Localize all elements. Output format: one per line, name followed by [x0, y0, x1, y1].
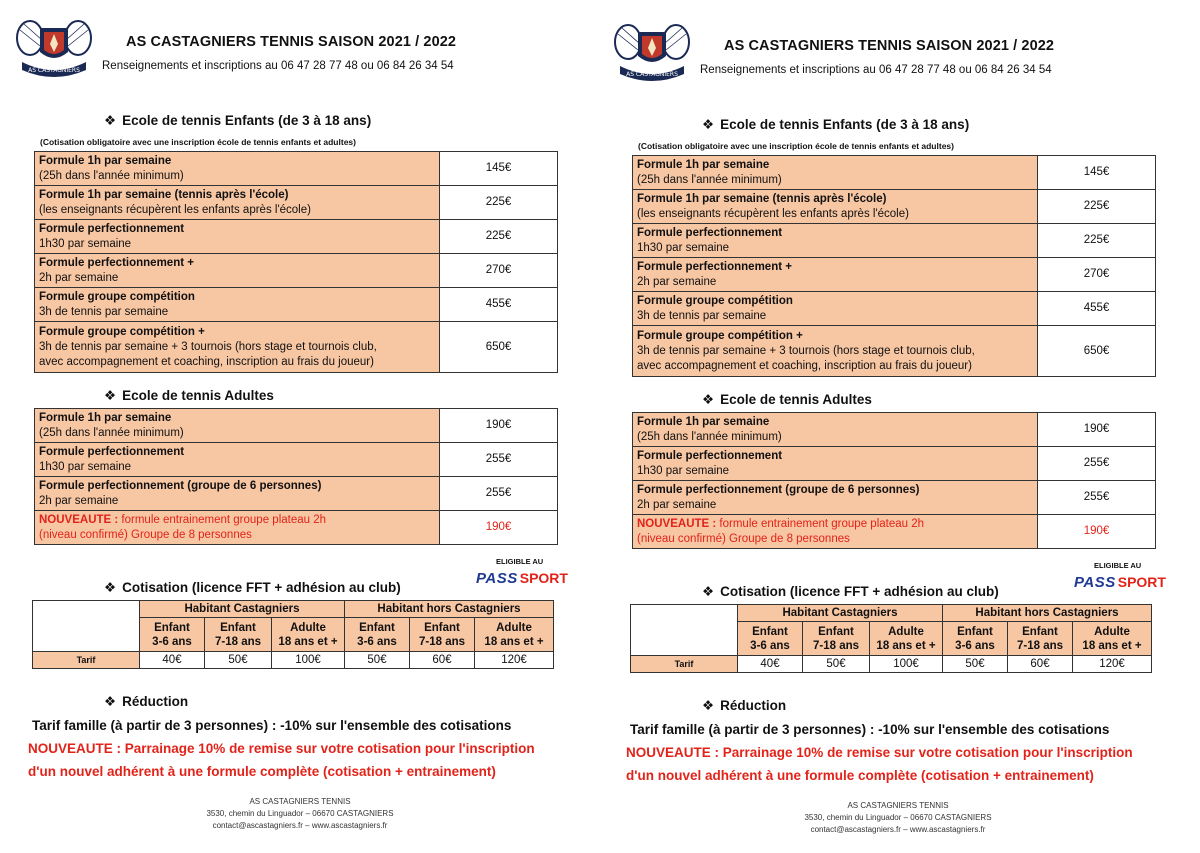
- heading-reduction: [702, 698, 786, 714]
- column-header: Enfant 7-18 ans: [803, 622, 870, 656]
- heading-adultes: [702, 392, 872, 408]
- parrainage-line-2: d'un nouvel adhérent à une formule complète (cotisation + entrainement): [626, 768, 1094, 783]
- heading-enfants: [702, 117, 969, 133]
- table-row: [35, 443, 558, 477]
- row-detail: (25h dans l'année minimum): [39, 169, 184, 182]
- row-price: 650€: [440, 322, 558, 373]
- column-header: Enfant 3-6 ans: [345, 618, 410, 652]
- row-title: Formule groupe compétition +: [39, 325, 205, 338]
- logo-text: AS CASTAGNIERS: [626, 71, 678, 78]
- column-header: Enfant 3-6 ans: [943, 622, 1008, 656]
- table-row: [633, 326, 1156, 377]
- cotisation-note: (Cotisation obligatoire avec une inscription école de tennis enfants et adultes): [40, 137, 356, 147]
- footer-address: 3530, chemin du Linguador – 06670 CASTAGNIERS: [206, 809, 394, 818]
- table-row: [35, 186, 558, 220]
- footer-name: AS CASTAGNIERS TENNIS: [847, 801, 949, 810]
- row-price: 255€: [440, 443, 558, 477]
- table-row-nouveaute: [633, 515, 1156, 549]
- cotisation-note: (Cotisation obligatoire avec une inscription école de tennis enfants et adultes): [638, 141, 954, 151]
- column-header: Adulte 18 ans et +: [475, 618, 554, 652]
- row-detail: 2h par semaine: [39, 271, 119, 284]
- row-price: 455€: [1038, 292, 1156, 326]
- table-row: [35, 288, 558, 322]
- row-detail: (niveau confirmé) Groupe de 8 personnes: [39, 528, 252, 541]
- footer-address: 3530, chemin du Linguador – 06670 CASTAGNIERS: [804, 813, 992, 822]
- row-price: 650€: [1038, 326, 1156, 377]
- row-detail: (niveau confirmé) Groupe de 8 personnes: [637, 532, 850, 545]
- diamond-bullet-icon: ❖: [104, 580, 117, 595]
- table-row: [633, 447, 1156, 481]
- row-price: 190€: [440, 409, 558, 443]
- heading-adultes-text: Ecole de tennis Adultes: [122, 388, 274, 403]
- diamond-bullet-icon: ❖: [104, 694, 117, 709]
- row-detail: (les enseignants récupèrent les enfants après l'école): [637, 207, 909, 220]
- table-row: [35, 152, 558, 186]
- row-detail: 2h par semaine: [39, 494, 119, 507]
- diamond-bullet-icon: ❖: [104, 113, 117, 128]
- table-row: [35, 477, 558, 511]
- row-title: Formule perfectionnement (groupe de 6 personnes): [39, 479, 322, 492]
- tarif-famille-text: Tarif famille (à partir de 3 personnes) : -10% sur l'ensemble des cotisations: [630, 722, 1110, 737]
- row-detail: (25h dans l'année minimum): [637, 430, 782, 443]
- table-cotisation: [32, 600, 554, 669]
- row-price: 225€: [1038, 224, 1156, 258]
- row-title: Formule 1h par semaine: [637, 158, 770, 171]
- row-detail: 3h de tennis par semaine + 3 tournois (hors stage et tournois club,: [637, 344, 975, 357]
- row-detail: (les enseignants récupèrent les enfants après l'école): [39, 203, 311, 216]
- heading-reduction: [104, 694, 188, 710]
- row-title: Formule 1h par semaine: [637, 415, 770, 428]
- table-row: [35, 409, 558, 443]
- row-price: 270€: [1038, 258, 1156, 292]
- heading-enfants: [104, 113, 371, 129]
- tarif-value: 60€: [410, 652, 475, 669]
- group-header: Habitant hors Castagniers: [345, 601, 554, 618]
- flyer-left: [0, 0, 600, 849]
- row-price: 190€: [1038, 413, 1156, 447]
- table-row: [633, 190, 1156, 224]
- sport-text: SPORT: [1117, 574, 1166, 590]
- tarif-value: 50€: [943, 656, 1008, 673]
- pass-text: PASS: [476, 570, 518, 587]
- row-price: 225€: [440, 220, 558, 254]
- row-price: 225€: [440, 186, 558, 220]
- row-detail: (25h dans l'année minimum): [637, 173, 782, 186]
- row-price: 255€: [1038, 447, 1156, 481]
- row-detail: 3h de tennis par semaine + 3 tournois (hors stage et tournois club,: [39, 340, 377, 353]
- row-title: Formule perfectionnement +: [39, 256, 194, 269]
- parrainage-line-1: NOUVEAUTE : Parrainage 10% de remise sur votre cotisation pour l'inscription: [626, 745, 1133, 760]
- row-detail: 1h30 par semaine: [637, 464, 730, 477]
- row-price: 255€: [1038, 481, 1156, 515]
- page-title: AS CASTAGNIERS TENNIS SAISON 2021 / 2022: [724, 38, 1055, 54]
- diamond-bullet-icon: ❖: [702, 584, 715, 599]
- footer: [0, 796, 600, 832]
- column-header: Adulte 18 ans et +: [870, 622, 943, 656]
- tarif-value: 100€: [272, 652, 345, 669]
- tarif-value: 40€: [738, 656, 803, 673]
- table-enfants: [632, 155, 1156, 377]
- tarif-value: 120€: [475, 652, 554, 669]
- footer-name: AS CASTAGNIERS TENNIS: [249, 797, 351, 806]
- tarif-famille-text: Tarif famille (à partir de 3 personnes) : -10% sur l'ensemble des cotisations: [32, 718, 512, 733]
- table-row: [633, 258, 1156, 292]
- row-detail: 1h30 par semaine: [39, 237, 132, 250]
- flyer-right: [598, 4, 1198, 853]
- row-title: formule entrainement groupe plateau 2h: [118, 513, 327, 526]
- column-header: Enfant 3-6 ans: [140, 618, 205, 652]
- table-row: [33, 652, 554, 669]
- row-title: Formule perfectionnement: [637, 226, 783, 239]
- row-title: Formule perfectionnement (groupe de 6 personnes): [637, 483, 920, 496]
- table-row: [633, 413, 1156, 447]
- column-header: Enfant 3-6 ans: [738, 622, 803, 656]
- footer-contact: contact@ascastagniers.fr – www.ascastagniers.fr: [810, 825, 986, 834]
- heading-enfants-text: Ecole de tennis Enfants (de 3 à 18 ans): [720, 117, 970, 132]
- row-price: 190€: [1038, 515, 1156, 549]
- row-title: formule entrainement groupe plateau 2h: [716, 517, 925, 530]
- heading-adultes: [104, 388, 274, 404]
- row-price: 255€: [440, 477, 558, 511]
- row-price: 190€: [440, 511, 558, 545]
- nouveaute-tag: NOUVEAUTE :: [637, 517, 717, 530]
- tarif-value: 50€: [803, 656, 870, 673]
- diamond-bullet-icon: ❖: [104, 388, 117, 403]
- parrainage-line-1: NOUVEAUTE : Parrainage 10% de remise sur votre cotisation pour l'inscription: [28, 741, 535, 756]
- table-cotisation: [630, 604, 1152, 673]
- table-adultes: [632, 412, 1156, 549]
- nouveaute-tag: NOUVEAUTE :: [39, 513, 119, 526]
- club-logo-icon: [612, 22, 692, 84]
- tarif-value: 50€: [205, 652, 272, 669]
- row-price: 145€: [440, 152, 558, 186]
- row-price: 145€: [1038, 156, 1156, 190]
- row-detail: avec accompagnement et coaching, inscription au frais du joueur): [39, 355, 374, 368]
- diamond-bullet-icon: ❖: [702, 117, 715, 132]
- table-row: [633, 292, 1156, 326]
- pass-sport-logo: [1074, 574, 1166, 591]
- table-row: [633, 224, 1156, 258]
- column-header: Adulte 18 ans et +: [1073, 622, 1152, 656]
- row-price: 225€: [1038, 190, 1156, 224]
- row-detail: 1h30 par semaine: [637, 241, 730, 254]
- row-detail: 3h de tennis par semaine: [637, 309, 767, 322]
- heading-reduction-text: Réduction: [122, 694, 189, 709]
- heading-cotisation-text: Cotisation (licence FFT + adhésion au club): [720, 584, 999, 599]
- row-title: Formule perfectionnement: [637, 449, 783, 462]
- row-title: Formule 1h par semaine (tennis après l'école): [637, 192, 887, 205]
- row-detail: 2h par semaine: [637, 275, 717, 288]
- eligible-label: ELIGIBLE AU: [496, 557, 544, 566]
- row-detail: (25h dans l'année minimum): [39, 426, 184, 439]
- table-row: [631, 605, 1152, 622]
- heading-cotisation-text: Cotisation (licence FFT + adhésion au club): [122, 580, 401, 595]
- logo-text: AS CASTAGNIERS: [28, 67, 80, 74]
- row-label: Tarif: [33, 652, 140, 669]
- row-title: Formule groupe compétition +: [637, 329, 803, 342]
- diamond-bullet-icon: ❖: [702, 698, 715, 713]
- club-logo-icon: [14, 18, 94, 80]
- table-row: [35, 254, 558, 288]
- row-detail: 1h30 par semaine: [39, 460, 132, 473]
- row-title: Formule groupe compétition: [39, 290, 195, 303]
- table-row: [35, 322, 558, 373]
- row-price: 270€: [440, 254, 558, 288]
- sport-text: SPORT: [519, 570, 568, 586]
- heading-cotisation: [104, 580, 401, 596]
- row-label: Tarif: [631, 656, 738, 673]
- column-header: Enfant 7-18 ans: [410, 618, 475, 652]
- footer: [598, 800, 1198, 836]
- group-header: Habitant Castagniers: [140, 601, 345, 618]
- tarif-value: 60€: [1008, 656, 1073, 673]
- row-detail: avec accompagnement et coaching, inscription au frais du joueur): [637, 359, 972, 372]
- table-enfants: [34, 151, 558, 373]
- contact-phone-line: Renseignements et inscriptions au 06 47 28 77 48 ou 06 84 26 34 54: [700, 64, 1052, 76]
- row-title: Formule 1h par semaine: [39, 154, 172, 167]
- table-row-nouveaute: [35, 511, 558, 545]
- group-header: Habitant Castagniers: [738, 605, 943, 622]
- row-detail: 3h de tennis par semaine: [39, 305, 169, 318]
- parrainage-line-2: d'un nouvel adhérent à une formule complète (cotisation + entrainement): [28, 764, 496, 779]
- row-title: Formule groupe compétition: [637, 294, 793, 307]
- row-price: 455€: [440, 288, 558, 322]
- group-header: Habitant hors Castagniers: [943, 605, 1152, 622]
- column-header: Adulte 18 ans et +: [272, 618, 345, 652]
- table-row: [35, 220, 558, 254]
- table-row: [633, 481, 1156, 515]
- pass-text: PASS: [1074, 574, 1116, 591]
- column-header: Enfant 7-18 ans: [1008, 622, 1073, 656]
- footer-contact: contact@ascastagniers.fr – www.ascastagniers.fr: [212, 821, 388, 830]
- eligible-label: ELIGIBLE AU: [1094, 561, 1142, 570]
- table-row: [633, 156, 1156, 190]
- heading-enfants-text: Ecole de tennis Enfants (de 3 à 18 ans): [122, 113, 372, 128]
- table-row: [33, 601, 554, 618]
- row-detail: 2h par semaine: [637, 498, 717, 511]
- contact-phone-line: Renseignements et inscriptions au 06 47 28 77 48 ou 06 84 26 34 54: [102, 60, 454, 72]
- heading-adultes-text: Ecole de tennis Adultes: [720, 392, 872, 407]
- diamond-bullet-icon: ❖: [702, 392, 715, 407]
- table-adultes: [34, 408, 558, 545]
- tarif-value: 50€: [345, 652, 410, 669]
- row-title: Formule perfectionnement: [39, 445, 185, 458]
- table-row: [631, 656, 1152, 673]
- column-header: Enfant 7-18 ans: [205, 618, 272, 652]
- row-title: Formule 1h par semaine (tennis après l'école): [39, 188, 289, 201]
- page-title: AS CASTAGNIERS TENNIS SAISON 2021 / 2022: [126, 34, 457, 50]
- row-title: Formule perfectionnement: [39, 222, 185, 235]
- row-title: Formule perfectionnement +: [637, 260, 792, 273]
- heading-cotisation: [702, 584, 999, 600]
- tarif-value: 40€: [140, 652, 205, 669]
- heading-reduction-text: Réduction: [720, 698, 787, 713]
- tarif-value: 120€: [1073, 656, 1152, 673]
- pass-sport-logo: [476, 570, 568, 587]
- tarif-value: 100€: [870, 656, 943, 673]
- row-title: Formule 1h par semaine: [39, 411, 172, 424]
